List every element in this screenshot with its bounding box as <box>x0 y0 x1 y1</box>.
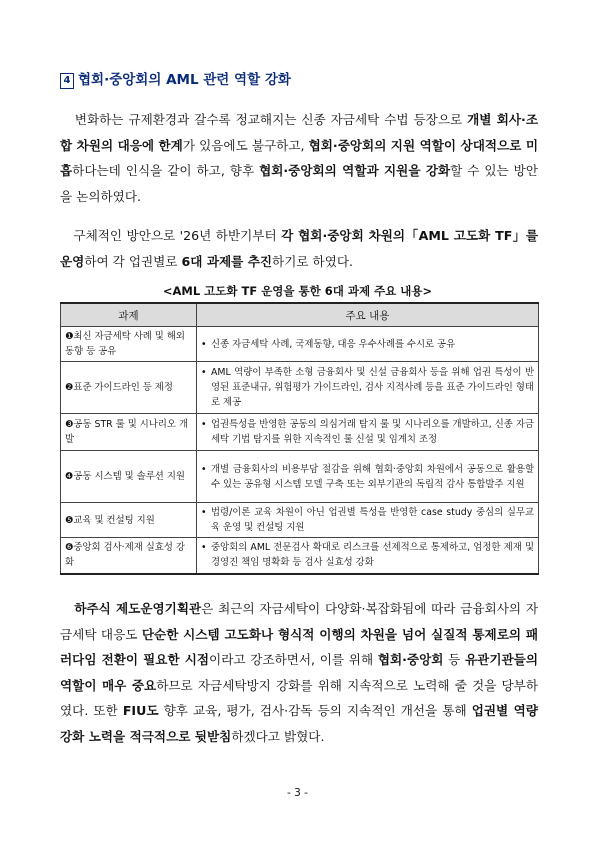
table-row <box>61 327 539 362</box>
table-header-row <box>61 303 539 327</box>
p3-bold-5: FIU도 <box>122 703 159 718</box>
table-row <box>61 362 539 414</box>
task-cell: ❹공동 시스템 및 솔루션 지원 <box>61 451 197 503</box>
p2-text-2: 하여 각 업권별로 <box>84 253 182 269</box>
page-number: - 3 - <box>287 787 308 799</box>
section-title-text: 협회·중앙회의 AML 관련 역할 강화 <box>78 72 291 88</box>
p1-text-4: 할 수 있는 방안을 논의하였다. <box>60 163 538 204</box>
task-cell: ❸공동 STR 룰 및 시나리오 개발 <box>61 414 197 451</box>
header-task: 과제 <box>61 303 197 327</box>
p3-text-4: 하므로 자금세탁방지 강화를 위해 지속적으로 노력해 줄 것을 당부하였다. 또한 <box>60 677 538 718</box>
content-cell: • 업권특성을 반영한 공동의 의심거래 탐지 룰 및 시나리오를 개발하고, 신종 자금세탁 기법 탐지를 위한 지속적인 룰 신설 및 임계치 조정 <box>197 414 539 451</box>
table-row <box>61 414 539 451</box>
task-cell: ❻중앙회 검사·제재 실효성 강화 <box>61 538 197 574</box>
p3-text-1: 은 최근의 자금세탁이 다양화·복잡화됨에 따라 금융회사의 자금세탁 대응도 <box>60 601 538 642</box>
table-row <box>61 451 539 503</box>
p1-text-3: 하다는데 인식을 같이 하고, 향후 <box>72 163 260 178</box>
bullet-icon: • <box>201 367 207 378</box>
p3-bold-6: 업권별 역량 강화 노력을 적극적으로 뒷받침 <box>60 703 539 744</box>
task-cell: ❶최신 자금세탁 사례 및 해외동향 등 공유 <box>61 327 197 362</box>
bullet-icon: • <box>201 507 207 518</box>
p3-bold-2: 단순한 시스템 고도화나 형식적 이행의 차원을 넘어 실질적 통제로의 패러다임 전환이 필요한 시점 <box>60 626 539 667</box>
p3-bold-3: 협회·중앙회 <box>377 652 444 667</box>
content-cell: • 중앙회의 AML 전문검사 확대로 리스크를 선제적으로 통제하고, 엄정한 제재 및 경영진 책임 명확화 등 검사 실효성 강화 <box>197 538 539 574</box>
header-content: 주요 내용 <box>197 303 539 327</box>
section-number-box: 4 <box>60 73 74 89</box>
p3-text-6: 하겠다고 밝혔다. <box>231 728 325 744</box>
p2-text-3: 하기로 하였다. <box>272 253 354 269</box>
p2-text-1: 구체적인 방안으로 '26년 하반기부터 <box>73 228 282 243</box>
bullet-icon: • <box>201 419 207 430</box>
table-caption: <AML 고도화 TF 운영을 통한 6대 과제 주요 내용> <box>162 284 433 298</box>
p3-text-2: 이라고 강조하면서, 이를 위해 <box>209 652 378 667</box>
p1-text-2: 가 있음에도 불구하고, <box>182 137 309 153</box>
bullet-icon: • <box>201 463 207 475</box>
table-row <box>61 503 539 538</box>
bullet-icon: • <box>201 542 207 554</box>
content-cell: • 법령/이론 교육 차원이 아닌 업권별 특성을 반영한 case study 중심의 실무교육 운영 및 컨설팅 지원 <box>197 503 539 538</box>
section-title <box>60 68 291 89</box>
bullet-icon: • <box>201 338 207 350</box>
content-cell: • AML 역량이 부족한 소형 금융회사 및 신설 금융회사 등을 위해 업권 특성이 반영된 표준내규, 위험평가 가이드라인, 검사 지적사례 등을 표준 가이드라인 형태로 제공 <box>197 362 539 414</box>
p2-bold-1: 각 협회·중앙회 차원의「AML 고도화 TF」를 운영 <box>60 228 538 269</box>
paragraph-1 <box>60 107 538 209</box>
p3-bold-1: 하주식 제도운영기획관 <box>74 601 202 616</box>
p1-bold-3: 협회·중앙회의 역할과 지원을 강화 <box>259 163 451 178</box>
p2-bold-2: 6대 과제를 추진 <box>181 253 273 269</box>
content-cell: • 개별 금융회사의 비용부담 절감을 위해 협회·중앙회 차원에서 공동으로 활용할 수 있는 공유형 시스템 모델 구축 또는 외부기관의 독립적 감사 통합발주 지원 <box>197 451 539 503</box>
content-cell: • 신종 자금세탁 사례, 국제동향, 대응 우수사례를 수시로 공유 <box>197 327 539 362</box>
p1-bold-2: 협회·중앙회의 지원 역할이 상대적으로 미흡 <box>60 137 538 178</box>
p1-text-1: 변화하는 규제환경과 갈수록 정교해지는 신종 자금세탁 수법 등장으로 <box>74 112 468 127</box>
paragraph-3 <box>60 596 538 749</box>
task-cell: ❷표준 가이드라인 등 제정 <box>61 362 197 414</box>
p1-bold-1: 개별 회사·조합 차원의 대응에 한계 <box>60 112 539 153</box>
p3-text-3: 등 <box>443 652 465 667</box>
tf-tasks-table <box>60 302 539 575</box>
p3-text-5: 향후 교육, 평가, 검사·감독 등의 지속적인 개선을 통해 <box>158 703 472 718</box>
task-cell: ❺교육 및 컨설팅 지원 <box>61 503 197 538</box>
table-row <box>61 538 539 574</box>
p3-bold-4: 유관기관들의 역할이 매우 중요 <box>60 652 538 693</box>
paragraph-2 <box>60 223 538 274</box>
